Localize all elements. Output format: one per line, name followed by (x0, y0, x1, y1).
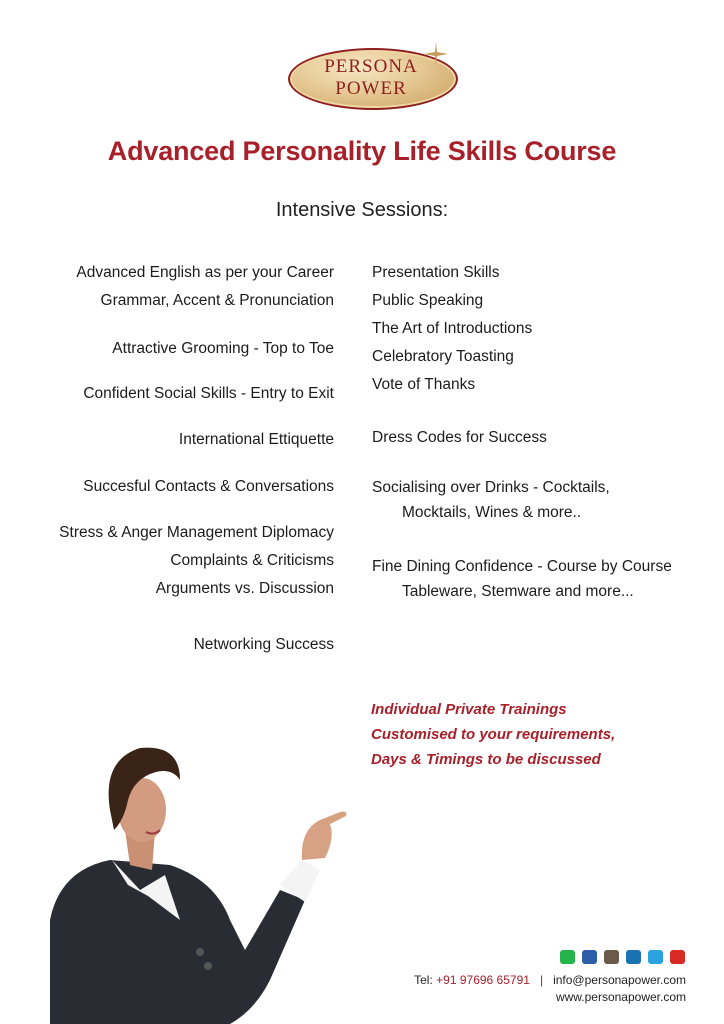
whatsapp-icon[interactable] (560, 950, 575, 964)
contact-separator: | (539, 973, 544, 987)
right-item: Dress Codes for Success (372, 429, 547, 446)
page-title: Advanced Personality Life Skills Course (107, 136, 617, 166)
left-item: International Ettiquette (178, 431, 334, 448)
phone-number[interactable]: +91 97696 65791 (436, 973, 530, 987)
right-item: Tableware, Stemware and more... (402, 583, 634, 600)
instagram-icon[interactable] (604, 950, 619, 964)
right-item: Vote of Thanks (372, 376, 476, 393)
right-item: Fine Dining Confidence - Course by Course (372, 558, 672, 575)
promo-line: Individual Private Trainings (371, 701, 567, 718)
page-subtitle: Intensive Sessions: (275, 199, 449, 221)
left-item: Networking Success (193, 636, 334, 653)
logo-line-1: PERSONA (324, 56, 418, 77)
youtube-icon[interactable] (670, 950, 685, 964)
right-item: Mocktails, Wines & more.. (402, 504, 582, 521)
left-item: Advanced English as per your Career (76, 264, 334, 281)
right-item: The Art of Introductions (372, 320, 533, 337)
sparkle-icon (424, 42, 448, 66)
promo-line: Days & Timings to be discussed (371, 751, 601, 768)
website-link[interactable]: www.personapower.com (555, 990, 686, 1004)
twitter-icon[interactable] (648, 950, 663, 964)
left-item: Complaints & Criticisms (170, 552, 334, 569)
promo-line: Customised to your requirements, (371, 726, 616, 743)
tel-label: Tel: (414, 973, 433, 987)
left-item: Arguments vs. Discussion (155, 580, 334, 597)
persona-power-logo (288, 48, 458, 110)
left-item: Succesful Contacts & Conversations (83, 478, 334, 495)
contact-line (414, 973, 686, 987)
logo-line-2: POWER (335, 78, 407, 99)
right-item: Public Speaking (372, 292, 484, 309)
right-item: Celebratory Toasting (372, 348, 514, 365)
right-item: Presentation Skills (372, 264, 500, 281)
linkedin-icon[interactable] (626, 950, 641, 964)
presenter-photo (30, 720, 360, 1024)
left-item: Grammar, Accent & Pronunciation (100, 292, 334, 309)
left-item: Confident Social Skills - Entry to Exit (83, 385, 334, 402)
facebook-icon[interactable] (582, 950, 597, 964)
left-item: Attractive Grooming - Top to Toe (112, 340, 334, 357)
left-item: Stress & Anger Management Diplomacy (59, 524, 334, 541)
right-item: Socialising over Drinks - Cocktails, (372, 479, 610, 496)
email-link[interactable]: info@personapower.com (553, 973, 686, 987)
